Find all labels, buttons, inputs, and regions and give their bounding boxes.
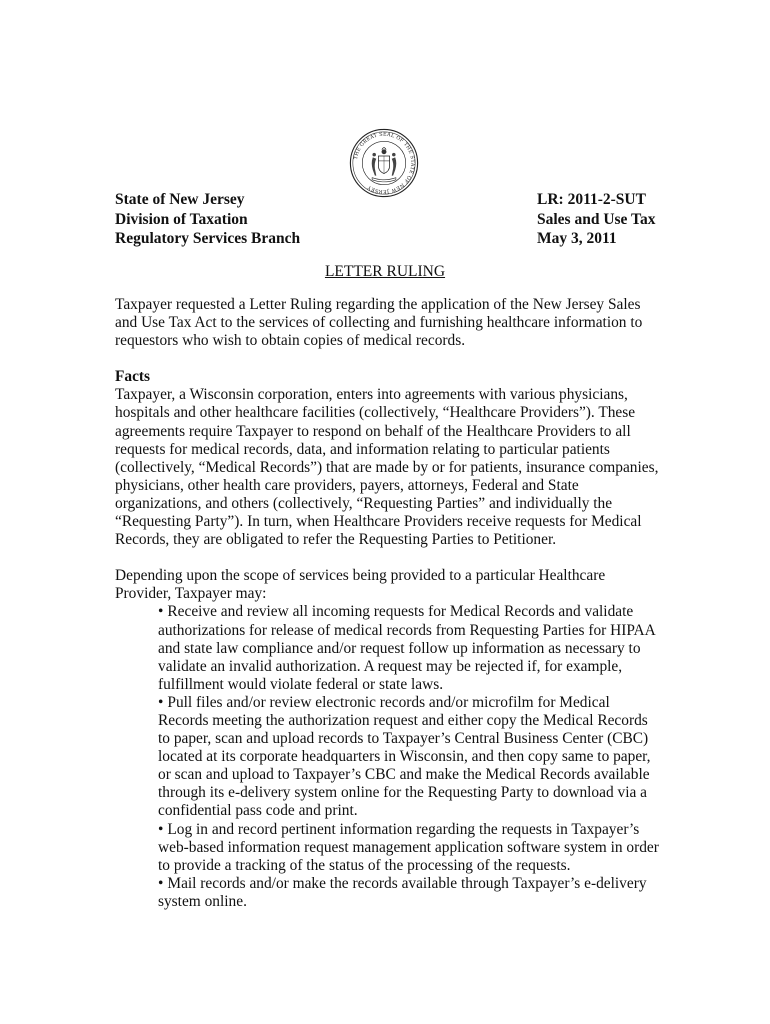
bullet-icon: • bbox=[158, 693, 164, 711]
list-item-text: Pull files and/or review electronic records and/or microfilm for Medical Records meeting the authorization request and either copy the Medical Records to paper, scan and upload records to Taxpayer’s Central Business Center (CBC) located at its corporate headquarters in Wisconsin, and then copy same to paper, or scan and upload to Taxpayer’s CBC and make the Medical Records available through its e-delivery system online for the Requesting Party to download via a confidential pass code and print. bbox=[158, 693, 651, 820]
state-name: State of New Jersey bbox=[115, 191, 245, 208]
state-seal-icon bbox=[349, 128, 419, 198]
letter-body bbox=[115, 296, 663, 911]
tax-type: Sales and Use Tax bbox=[537, 210, 656, 228]
ruling-reference-block bbox=[537, 190, 655, 249]
list-item-text: Mail records and/or make the records available through Taxpayer’s e-delivery system online. bbox=[158, 874, 647, 910]
list-item bbox=[158, 821, 663, 875]
list-item-text: Log in and record pertinent information regarding the requests in Taxpayer’s web-based information request management application software system in order to provide a tracking of the status of the processing of the requests. bbox=[158, 820, 659, 874]
list-item bbox=[158, 694, 663, 821]
list-item bbox=[158, 603, 663, 693]
branch-name: Regulatory Services Branch bbox=[115, 230, 301, 247]
services-lead-paragraph: Depending upon the scope of services being provided to a particular Healthcare Provider, Taxpayer may: bbox=[115, 567, 606, 603]
agency-block bbox=[115, 190, 300, 249]
facts-paragraph: Taxpayer, a Wisconsin corporation, enters into agreements with various physicians, hospitals and other healthcare facilities (collectively, “Healthcare Providers”). These agreements require Taxpayer to respond on behalf of the Healthcare Providers to all requests for medical records, data, and information relating to particular patients (collectively, “Medical Records”) that are made by or for patients, insurance companies, physicians, other health care providers, payers, attorneys, Federal and State organizations, and others (collectively, “Requesting Parties” and individually the “Requesting Party”). In turn, when Healthcare Providers receive requests for Medical Records, they are obligated to refer the Requesting Parties to Petitioner. bbox=[115, 386, 659, 549]
ruling-date: May 3, 2011 bbox=[537, 230, 617, 247]
division-name: Division of Taxation bbox=[115, 210, 248, 228]
bullet-icon: • bbox=[158, 603, 164, 621]
services-list bbox=[115, 603, 663, 911]
facts-heading: Facts bbox=[115, 368, 151, 386]
bullet-icon: • bbox=[158, 820, 164, 838]
ruling-number: LR: 2011-2-SUT bbox=[537, 191, 646, 208]
list-item-text: Receive and review all incoming requests for Medical Records and validate authorizations for release of medical records from Requesting Parties for HIPAA and state law compliance and/or request follow up information as necessary to validate an invalid authorization. A request may be rejected if, for example, fulfillment would violate federal or state laws. bbox=[158, 603, 655, 693]
document-title: LETTER RULING bbox=[324, 263, 446, 280]
svg-text:THE GREAT SEAL OF THE STATE OF: THE GREAT SEAL OF THE STATE OF NEW JERSEY bbox=[352, 131, 416, 195]
list-item bbox=[158, 875, 663, 911]
intro-paragraph: Taxpayer requested a Letter Ruling regarding the application of the New Jersey Sales and Use Tax Act to the services of collecting and furnishing healthcare information to requestors who wish to obtain copies of medical records. bbox=[115, 296, 643, 350]
bullet-icon: • bbox=[158, 874, 164, 892]
